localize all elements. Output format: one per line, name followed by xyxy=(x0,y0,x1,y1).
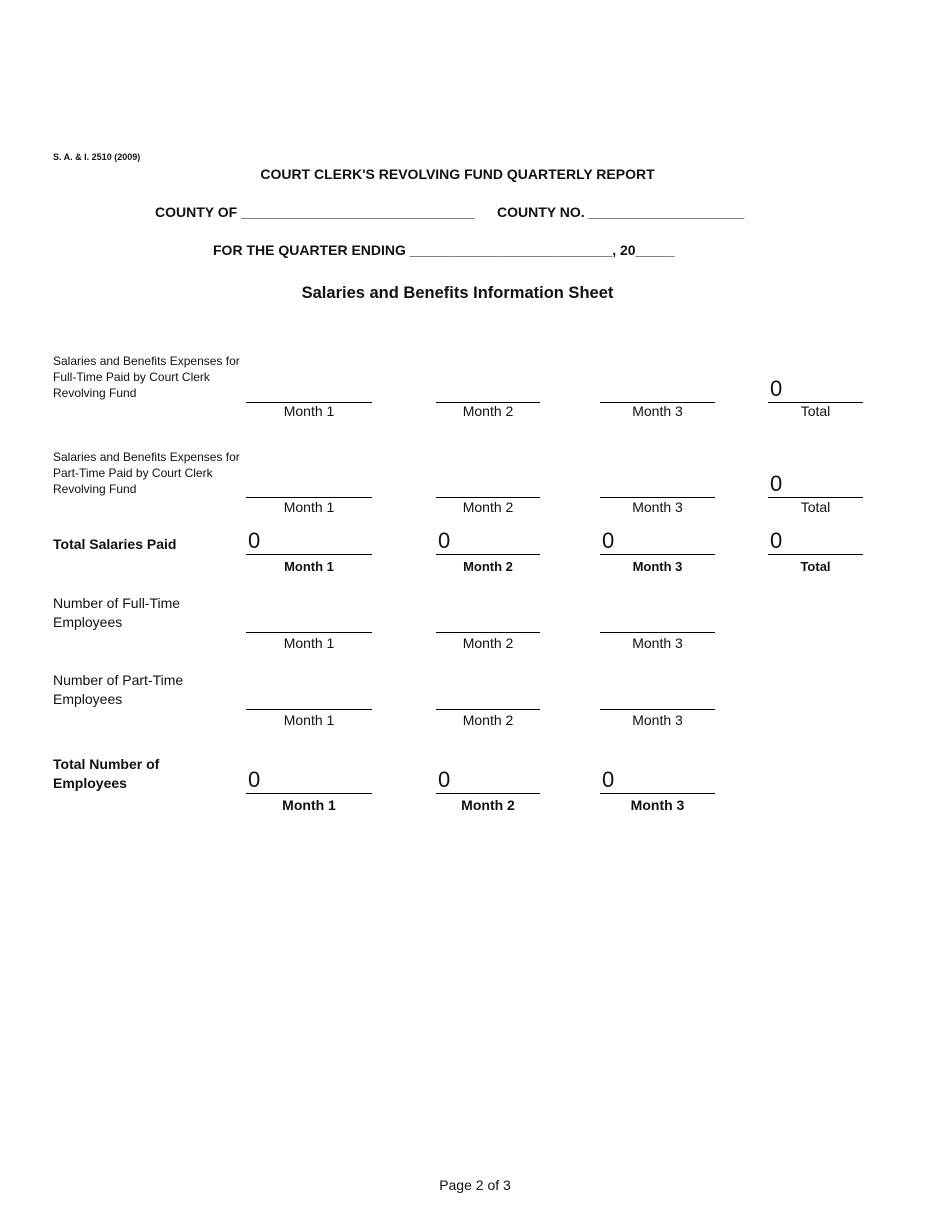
caption-month2: Month 2 xyxy=(462,499,514,515)
total-salaries-month1-field[interactable] xyxy=(246,526,372,555)
field-value: 0 xyxy=(438,767,451,792)
field-value: 0 xyxy=(770,528,783,553)
field-value: 0 xyxy=(248,767,261,792)
caption-month2: Month 2 xyxy=(462,403,514,419)
caption-total: Total xyxy=(800,499,831,515)
quarter-ending-field[interactable]: FOR THE QUARTER ENDING __________________________, 20_____ xyxy=(213,242,675,258)
caption-month1: Month 1 xyxy=(283,499,335,515)
caption-month3: Month 3 xyxy=(632,403,683,419)
fulltime-employees-label: Number of Full-Time Employees xyxy=(53,595,181,630)
parttime-employees-label: Number of Part-Time Employees xyxy=(53,672,184,707)
total-employees-label: Total Number of Employees xyxy=(53,756,160,791)
caption-total: Total xyxy=(800,559,831,574)
sheet-subtitle: Salaries and Benefits Information Sheet xyxy=(301,284,614,302)
caption-month3: Month 3 xyxy=(632,559,683,574)
fulltime-salaries-month1-field[interactable] xyxy=(246,374,372,403)
county-no-field[interactable]: COUNTY NO. ____________________ xyxy=(497,204,745,220)
caption-month1: Month 1 xyxy=(283,712,335,728)
fulltime-employees-month1-field[interactable] xyxy=(246,604,372,633)
report-title: COURT CLERK'S REVOLVING FUND QUARTERLY REPORT xyxy=(260,166,655,182)
parttime-employees-month3-field[interactable] xyxy=(600,681,715,710)
total-employees-month1-field[interactable] xyxy=(246,765,372,794)
total-salaries-label: Total Salaries Paid xyxy=(53,536,177,552)
parttime-salaries-month2-field[interactable] xyxy=(436,469,540,498)
page-number: Page 2 of 3 xyxy=(439,1177,511,1193)
field-value: 0 xyxy=(602,528,615,553)
caption-month2: Month 2 xyxy=(462,635,514,651)
fulltime-salaries-total-field[interactable] xyxy=(768,374,863,403)
field-value: 0 xyxy=(602,767,615,792)
total-employees-month3-field[interactable] xyxy=(600,765,715,794)
total-salaries-month3-field[interactable] xyxy=(600,526,715,555)
caption-month3: Month 3 xyxy=(632,635,683,651)
caption-month3: Month 3 xyxy=(630,797,685,813)
caption-month2: Month 2 xyxy=(463,559,513,574)
field-value: 0 xyxy=(248,528,261,553)
caption-month1: Month 1 xyxy=(283,403,335,419)
caption-month3: Month 3 xyxy=(632,712,683,728)
caption-month2: Month 2 xyxy=(462,712,514,728)
field-value: 0 xyxy=(770,471,783,496)
fulltime-employees-month3-field[interactable] xyxy=(600,604,715,633)
parttime-salaries-month1-field[interactable] xyxy=(246,469,372,498)
caption-month3: Month 3 xyxy=(632,499,683,515)
fulltime-salaries-month3-field[interactable] xyxy=(600,374,715,403)
total-salaries-month2-field[interactable] xyxy=(436,526,540,555)
total-employees-month2-field[interactable] xyxy=(436,765,540,794)
total-salaries-total-field[interactable] xyxy=(768,526,863,555)
parttime-employees-month1-field[interactable] xyxy=(246,681,372,710)
caption-month2: Month 2 xyxy=(461,797,515,813)
fulltime-salaries-month2-field[interactable] xyxy=(436,374,540,403)
parttime-salaries-total-field[interactable] xyxy=(768,469,863,498)
caption-month1: Month 1 xyxy=(283,635,335,651)
caption-total: Total xyxy=(800,403,831,419)
field-value: 0 xyxy=(438,528,451,553)
fulltime-employees-month2-field[interactable] xyxy=(436,604,540,633)
caption-month1: Month 1 xyxy=(284,559,334,574)
parttime-salaries-month3-field[interactable] xyxy=(600,469,715,498)
caption-month1: Month 1 xyxy=(282,797,336,813)
parttime-salaries-label: Salaries and Benefits Expenses for Part-Time Paid by Court Clerk Revolving Fund xyxy=(53,450,240,496)
fulltime-salaries-label: Salaries and Benefits Expenses for Full-Time Paid by Court Clerk Revolving Fund xyxy=(53,354,240,400)
county-of-field[interactable]: COUNTY OF ______________________________ xyxy=(155,204,475,220)
field-value: 0 xyxy=(770,376,783,401)
form-id: S. A. & I. 2510 (2009) xyxy=(53,152,141,162)
parttime-employees-month2-field[interactable] xyxy=(436,681,540,710)
